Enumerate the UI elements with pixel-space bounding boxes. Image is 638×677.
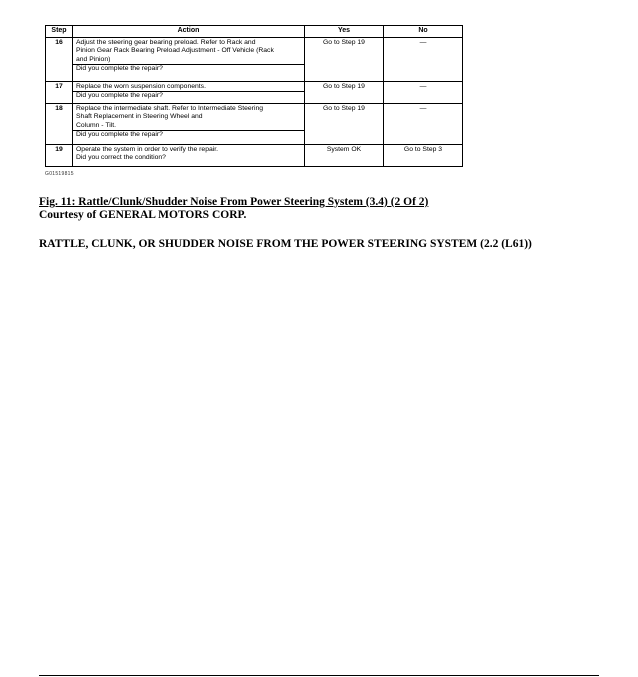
action-cell [73,82,305,104]
header-step: Step [46,26,73,38]
figure-caption [39,196,428,221]
action-question: Did you correct the condition? [76,154,166,162]
action-line: Replace the worn suspension components. [76,83,206,90]
no-cell: — [384,82,463,104]
figure-id: G01519815 [45,171,74,177]
footer-divider [39,675,599,676]
no-cell: Go to Step 3 [384,145,463,167]
action-line: Pinion Gear Rack Bearing Preload Adjustment - Off Vehicle (Rack [76,47,274,55]
action-line: Column - Tilt. [76,121,117,129]
table-header-row [46,26,463,38]
action-line: Replace the intermediate shaft. Refer to Intermediate Steering [76,105,264,112]
action-cell [73,38,305,82]
no-cell: — [384,38,463,82]
diagnostic-steps-table [45,25,463,167]
action-line: Operate the system in order to verify the repair. [76,146,219,153]
step-number: 17 [46,82,73,104]
header-no: No [384,26,463,38]
yes-cell: Go to Step 19 [305,38,384,82]
figure-courtesy: Courtesy of GENERAL MOTORS CORP. [39,209,247,221]
action-line: Shaft Replacement in Steering Wheel and [76,113,203,121]
table-row [46,38,463,82]
table-row [46,104,463,145]
no-cell: — [384,104,463,145]
action-question: Did you complete the repair? [73,130,304,139]
yes-cell: System OK [305,145,384,167]
yes-cell: Go to Step 19 [305,82,384,104]
action-question: Did you complete the repair? [73,64,304,73]
action-cell [73,145,305,167]
action-line: and Pinion) [76,55,111,63]
yes-cell: Go to Step 19 [305,104,384,145]
section-heading: RATTLE, CLUNK, OR SHUDDER NOISE FROM THE POWER STEERING SYSTEM (2.2 (L61)) [39,238,532,250]
figure-title: Fig. 11: Rattle/Clunk/Shudder Noise From Power Steering System (3.4) (2 Of 2) [39,196,429,208]
action-question: Did you complete the repair? [73,91,304,100]
table-row [46,82,463,104]
diagnostic-table-figure [45,25,475,188]
step-number: 16 [46,38,73,82]
action-cell [73,104,305,145]
action-line: Adjust the steering gear bearing preload. Refer to Rack and [76,39,256,46]
table-row [46,145,463,167]
step-number: 18 [46,104,73,145]
header-action: Action [73,26,305,38]
step-number: 19 [46,145,73,167]
header-yes: Yes [305,26,384,38]
